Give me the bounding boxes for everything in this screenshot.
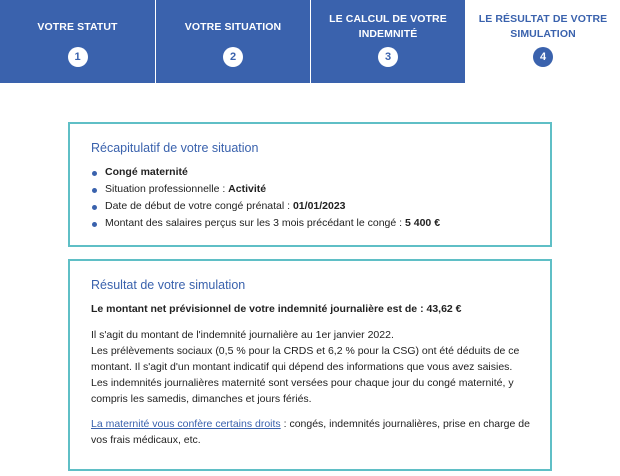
step-label: VOTRE STATUT — [37, 20, 118, 33]
maternity-rights-link[interactable]: La maternité vous confère certains droits — [91, 418, 281, 430]
explanation-line: Les indemnités journalières maternité sont versées pour chaque jour du congé maternité, y compris les samedis, dimanches et jours fériés. — [91, 377, 514, 405]
step-label: LE CALCUL DE VOTRE INDEMNITÉ — [329, 13, 447, 40]
explanation-line: Il s'agit du montant de l'indemnité journalière au 1er janvier 2022. — [91, 329, 394, 341]
recap-title: Récapitulatif de votre situation — [91, 141, 259, 155]
recap-item-date — [91, 198, 550, 215]
result-amount: Le montant net prévisionnel de votre indemnité journalière est de : 43,62 € — [91, 303, 462, 315]
recap-value: Activité — [228, 183, 267, 195]
step-resultat-simulation — [465, 0, 620, 83]
step-number-badge: 1 — [68, 47, 88, 67]
step-calcul-indemnite[interactable] — [310, 0, 465, 83]
step-number-badge: 2 — [223, 47, 243, 67]
step-votre-situation[interactable] — [155, 0, 310, 83]
result-title: Résultat de votre simulation — [91, 278, 246, 292]
bullet-icon — [92, 188, 97, 193]
recap-list — [91, 164, 550, 232]
step-votre-statut[interactable] — [0, 0, 155, 83]
explanation-line: Les prélèvements sociaux (0,5 % pour la CRDS et 6,2 % pour la CSG) ont été déduits de ce montant. Il s'agit d'un montant indicatif qui dépend des informations que vous avez saisies. — [91, 345, 520, 373]
step-label: LE RÉSULTAT DE VOTRE SIMULATION — [478, 13, 608, 40]
result-card — [68, 259, 552, 471]
rights-text: : congés, indemnités journalières, prise en charge de vos frais médicaux, etc. — [91, 418, 530, 446]
bullet-icon — [92, 171, 97, 176]
result-explanation — [91, 327, 530, 407]
recap-label: Date de début de votre congé prénatal : — [105, 200, 293, 212]
recap-item-situation — [91, 181, 550, 198]
step-number-badge: 3 — [378, 47, 398, 67]
step-label: VOTRE SITUATION — [184, 20, 282, 33]
recap-label: Situation professionnelle : — [105, 183, 229, 195]
recap-label: Montant des salaires perçus sur les 3 mois précédant le congé : — [105, 217, 405, 229]
recap-value: 5 400 € — [405, 217, 441, 229]
rights-info — [91, 416, 530, 448]
recap-value: Congé maternité — [105, 166, 188, 178]
bullet-icon — [92, 205, 97, 210]
recap-item-salaire — [91, 215, 550, 232]
bullet-icon — [92, 222, 97, 227]
recap-item-conge — [91, 164, 550, 181]
recap-card — [68, 122, 552, 247]
recap-value: 01/01/2023 — [292, 200, 346, 212]
step-number-badge: 4 — [533, 47, 553, 67]
step-progress-bar — [0, 0, 620, 83]
